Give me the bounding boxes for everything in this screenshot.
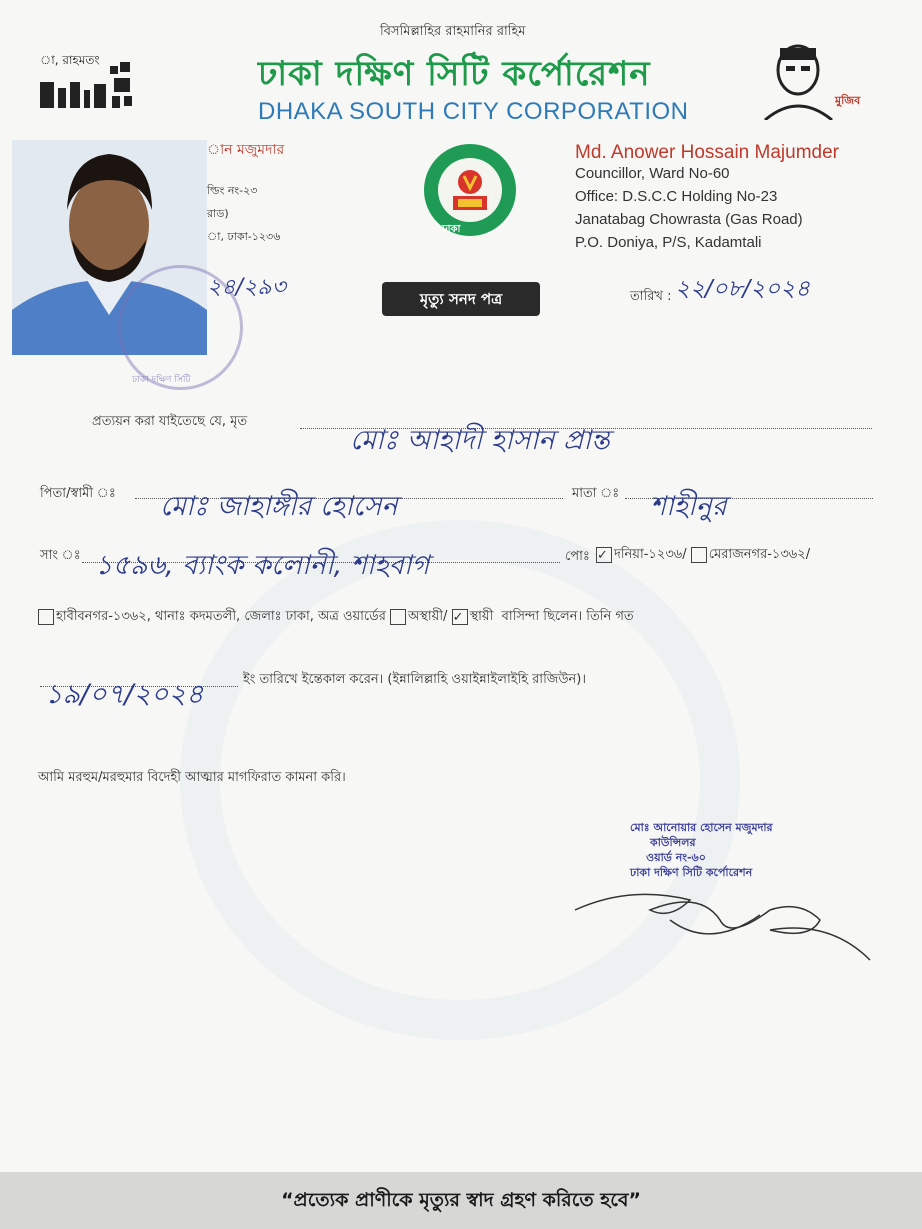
signer-name: মোঃ আনোয়ার হোসেন মজুমদার	[630, 821, 773, 834]
issue-date: ২২/০৮/২০২৪	[675, 276, 811, 302]
councillor-address-1: Janatabag Chowrasta (Gas Road)	[575, 211, 803, 228]
address-label: সাং ঃ	[40, 548, 81, 563]
checkbox-permanent[interactable]: ✓	[452, 609, 468, 625]
mother-label: মাতা ঃ	[572, 486, 620, 501]
signature-seal-block	[630, 820, 773, 880]
councillor-addr-bangla-3: া, ঢাকা-১২৩৬	[207, 230, 281, 243]
po-label: পোঃ	[565, 549, 590, 564]
checkbox-empty[interactable]	[691, 547, 707, 563]
logo-ring-text	[418, 248, 528, 249]
qr-label: া, রাহমতং	[40, 53, 100, 67]
councillor-address-2: P.O. Doniya, P/S, Kadamtali	[575, 234, 762, 251]
address-line-4-text: হাবীবনগর-১৩৬২, থানাঃ কদমতলী, জেলাঃ ঢাকা, অত্র ওয়ার্ডের	[56, 609, 386, 624]
councillor-office: Office: D.S.C.C Holding No-23	[575, 188, 778, 205]
signature-icon	[570, 880, 890, 970]
councillor-designation: Councillor, Ward No-60	[575, 165, 730, 182]
po-option-doniya	[596, 545, 810, 566]
serial-number: ২৪/২৯৩	[207, 275, 286, 300]
death-date: ১৯/০৭/২০২৪	[45, 679, 204, 710]
passed-away-text: ইং তারিখে ইন্তেকাল করেন। (ইন্নালিল্লাহি ওয়াইন্নাইলাইহি রাজিউন)।	[243, 672, 587, 687]
councillor-name-english: Md. Anower Hossain Majumder	[575, 142, 839, 163]
resident-text: বাসিন্দা ছিলেন। তিনি গত	[501, 609, 634, 624]
org-title-english: DHAKA SOUTH CITY CORPORATION	[258, 98, 689, 125]
po-option-merajnagar-label: মেরাজনগর-১৩৬২/	[708, 547, 811, 562]
prayer-text: আমি মরহুম/মরহুমার বিদেহী আত্মার মাগফিরাত কামনা করি।	[38, 770, 346, 785]
temporary-label: অস্থায়ী/	[408, 609, 448, 624]
certificate-title: মৃত্যু সনদ পত্র	[382, 282, 540, 316]
po-option-doniya-label: দনিয়া-১২৩৬/	[614, 547, 687, 562]
bismillah-text: বিসমিল্লাহির রাহমানির রাহিম	[380, 24, 526, 39]
city-corporation-logo-icon	[415, 140, 525, 240]
org-title-bangla: ঢাকা দক্ষিণ সিটি কর্পোরেশন	[258, 54, 651, 94]
permanent-label: স্থায়ী	[469, 609, 494, 624]
councillor-name-bangla: ান মজুমদার	[207, 142, 285, 158]
address-line-4	[38, 607, 634, 628]
deceased-name: মোঃ আহাদী হাসান প্রান্ত	[350, 425, 610, 456]
qr-code-icon	[40, 60, 135, 110]
footer-quote: “প্রত্যেক প্রাণীকে মৃত্যুর স্বাদ গ্রহণ করিতে হবে”	[281, 1189, 641, 1211]
portrait-label: মুজিব	[835, 94, 861, 107]
address-value: ১৫৯৬, ব্যাংক কলোনী, শাহবাগ	[95, 550, 430, 581]
attest-label: প্রত্যয়ন করা যাইতেছে যে, মৃত	[92, 414, 248, 429]
signer-org: ঢাকা দক্ষিণ সিটি কর্পোরেশন	[630, 866, 753, 879]
signer-designation: কাউন্সিলর	[650, 836, 696, 849]
logo-bottom-text: ঢাকা	[442, 224, 461, 235]
checkbox-temporary[interactable]	[390, 609, 406, 625]
father-label: পিতা/স্বামী ঃ	[40, 486, 116, 501]
father-name: মোঃ জাহাঙ্গীর হোসেন	[160, 491, 398, 522]
checkbox-habibnagar[interactable]	[38, 609, 54, 625]
checkbox-checked[interactable]: ✓	[596, 547, 612, 563]
photo-seal-text: ঢাকা দক্ষিণ সিটি	[132, 375, 191, 385]
councillor-addr-bangla-2: রাড)	[207, 207, 229, 220]
signer-ward: ওয়ার্ড নং-৬০	[646, 851, 706, 864]
date-label: তারিখ :	[630, 289, 672, 304]
mother-name: শাহীনুর	[650, 491, 727, 522]
councillor-addr-bangla-1: ল্ডিং নং-২৩	[207, 184, 258, 197]
